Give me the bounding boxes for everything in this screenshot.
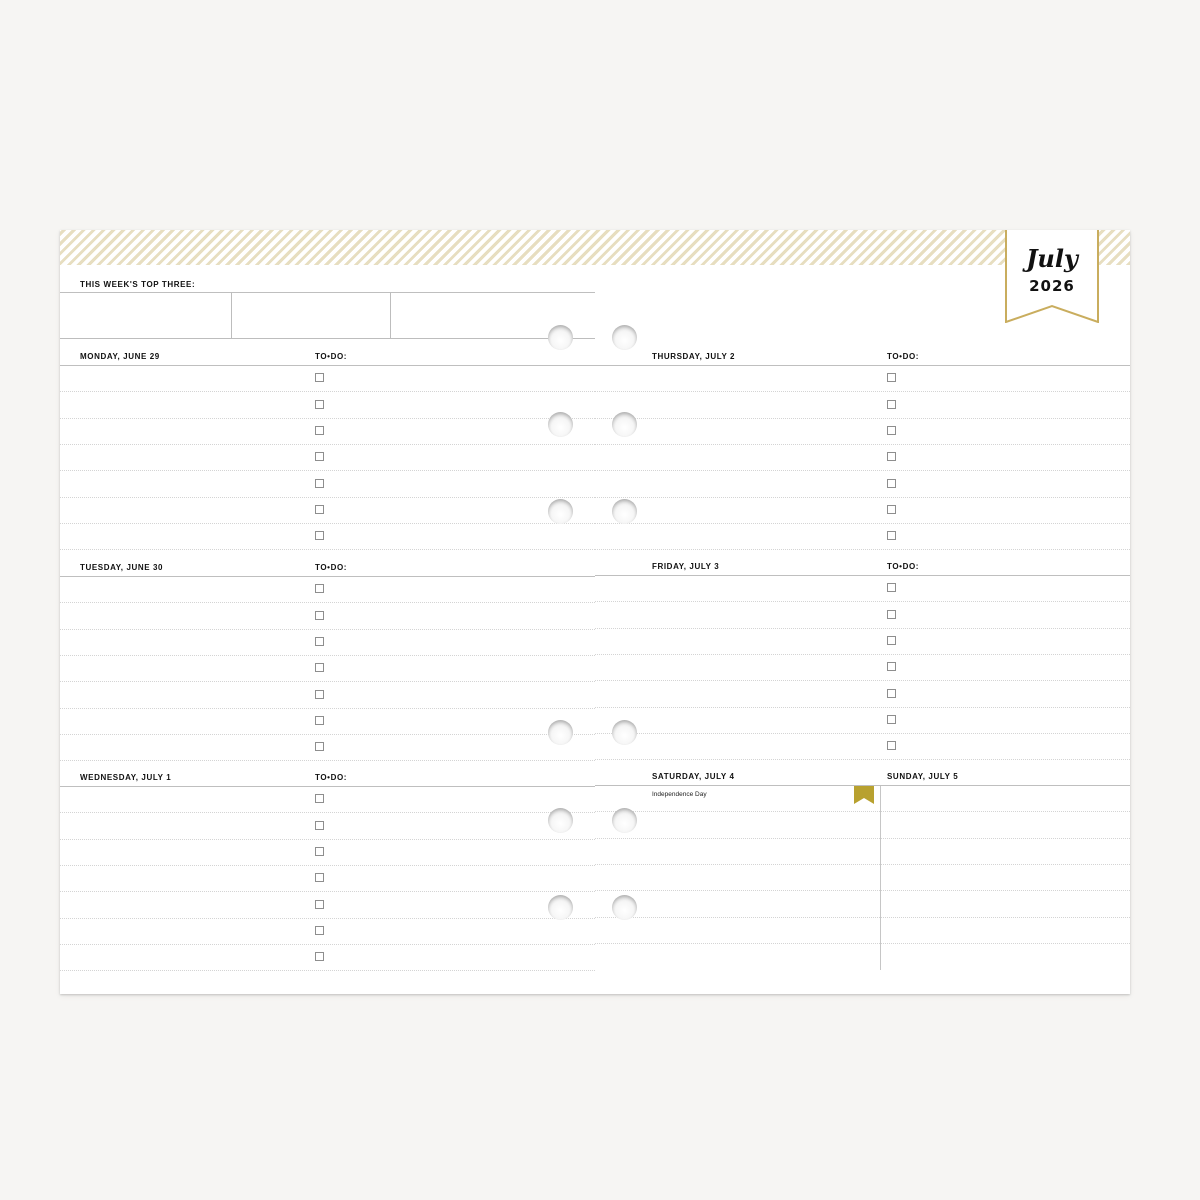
- day-heading-saturday: SATURDAY, JULY 4: [652, 772, 735, 781]
- checkbox-icon[interactable]: [315, 900, 324, 909]
- writing-line: [595, 733, 1130, 734]
- writing-line: [60, 497, 595, 498]
- checkbox-icon[interactable]: [315, 873, 324, 882]
- top-three-box-1[interactable]: [60, 292, 232, 339]
- todo-label-wednesday: TO•DO:: [315, 773, 348, 782]
- writing-line: [595, 654, 1130, 655]
- writing-line: [595, 917, 1130, 918]
- checkbox-icon[interactable]: [315, 505, 324, 514]
- decorative-stripe-band: [60, 230, 1130, 265]
- day-header-rule: [595, 785, 1130, 786]
- punch-hole: [612, 895, 637, 920]
- planner-page: [60, 230, 1130, 994]
- top-three-box-2[interactable]: [232, 292, 391, 339]
- top-three-label: THIS WEEK'S TOP THREE:: [80, 280, 196, 289]
- checkbox-icon[interactable]: [315, 373, 324, 382]
- writing-line: [595, 628, 1130, 629]
- writing-line: [595, 444, 1130, 445]
- punch-hole: [612, 412, 637, 437]
- punch-hole: [612, 808, 637, 833]
- checkbox-icon[interactable]: [315, 426, 324, 435]
- todo-label-friday: TO•DO:: [887, 562, 920, 571]
- writing-line: [60, 655, 595, 656]
- checkbox-icon[interactable]: [315, 531, 324, 540]
- writing-line: [60, 891, 595, 892]
- checkbox-icon[interactable]: [315, 926, 324, 935]
- checkbox-icon[interactable]: [315, 637, 324, 646]
- writing-line: [595, 890, 1130, 891]
- writing-line: [60, 760, 595, 761]
- checkbox-icon[interactable]: [315, 821, 324, 830]
- writing-line: [595, 838, 1130, 839]
- writing-line: [60, 444, 595, 445]
- punch-hole: [548, 808, 573, 833]
- writing-line: [60, 812, 595, 813]
- writing-line: [60, 734, 595, 735]
- writing-line: [595, 497, 1130, 498]
- writing-line: [595, 549, 1130, 550]
- checkbox-icon[interactable]: [887, 531, 896, 540]
- day-heading-tuesday: TUESDAY, JUNE 30: [80, 563, 164, 572]
- day-header-rule: [595, 575, 1130, 576]
- day-heading-thursday: THURSDAY, JULY 2: [652, 352, 736, 361]
- day-heading-sunday: SUNDAY, JULY 5: [887, 772, 959, 781]
- checkbox-icon[interactable]: [315, 742, 324, 751]
- writing-line: [595, 707, 1130, 708]
- punch-hole: [612, 499, 637, 524]
- checkbox-icon[interactable]: [315, 611, 324, 620]
- writing-line: [595, 864, 1130, 865]
- writing-line: [60, 629, 595, 630]
- checkbox-icon[interactable]: [887, 662, 896, 671]
- writing-line: [595, 470, 1130, 471]
- checkbox-icon[interactable]: [887, 400, 896, 409]
- day-header-rule: [595, 365, 1130, 366]
- writing-line: [595, 759, 1130, 760]
- todo-label-monday: TO•DO:: [315, 352, 348, 361]
- punch-hole: [612, 325, 637, 350]
- punch-hole: [612, 720, 637, 745]
- checkbox-icon[interactable]: [315, 716, 324, 725]
- checkbox-icon[interactable]: [887, 689, 896, 698]
- checkbox-icon[interactable]: [315, 952, 324, 961]
- checkbox-icon[interactable]: [315, 400, 324, 409]
- writing-line: [595, 601, 1130, 602]
- checkbox-icon[interactable]: [315, 690, 324, 699]
- checkbox-icon[interactable]: [887, 479, 896, 488]
- punch-hole: [548, 499, 573, 524]
- checkbox-icon[interactable]: [887, 610, 896, 619]
- day-heading-friday: FRIDAY, JULY 3: [652, 562, 720, 571]
- punch-hole: [548, 325, 573, 350]
- punch-hole: [548, 412, 573, 437]
- checkbox-icon[interactable]: [887, 373, 896, 382]
- writing-line: [60, 470, 595, 471]
- checkbox-icon[interactable]: [315, 452, 324, 461]
- holiday-flag-icon: [854, 786, 874, 804]
- checkbox-icon[interactable]: [887, 741, 896, 750]
- writing-line: [60, 708, 595, 709]
- punch-hole: [548, 895, 573, 920]
- checkbox-icon[interactable]: [887, 426, 896, 435]
- checkbox-icon[interactable]: [887, 505, 896, 514]
- year-label: 2026: [1029, 277, 1075, 295]
- day-heading-wednesday: WEDNESDAY, JULY 1: [80, 773, 172, 782]
- writing-line: [60, 681, 595, 682]
- checkbox-icon[interactable]: [315, 847, 324, 856]
- writing-line: [595, 523, 1130, 524]
- writing-line: [595, 943, 1130, 944]
- writing-line: [60, 839, 595, 840]
- writing-line: [60, 602, 595, 603]
- punch-hole: [548, 720, 573, 745]
- writing-line: [595, 418, 1130, 419]
- writing-line: [60, 944, 595, 945]
- writing-line: [60, 865, 595, 866]
- checkbox-icon[interactable]: [887, 583, 896, 592]
- day-header-rule: [60, 786, 595, 787]
- writing-line: [60, 918, 595, 919]
- writing-line: [595, 811, 1130, 812]
- writing-line: [60, 970, 595, 971]
- checkbox-icon[interactable]: [887, 715, 896, 724]
- holiday-note: Independence Day: [652, 791, 707, 798]
- writing-line: [595, 680, 1130, 681]
- writing-line: [60, 391, 595, 392]
- month-label: July: [1026, 244, 1078, 273]
- checkbox-icon[interactable]: [315, 663, 324, 672]
- writing-line: [60, 549, 595, 550]
- checkbox-icon[interactable]: [315, 794, 324, 803]
- todo-label-thursday: TO•DO:: [887, 352, 920, 361]
- day-header-rule: [60, 576, 595, 577]
- checkbox-icon[interactable]: [315, 584, 324, 593]
- checkbox-icon[interactable]: [887, 636, 896, 645]
- writing-line: [60, 523, 595, 524]
- day-header-rule: [60, 365, 595, 366]
- writing-line: [595, 391, 1130, 392]
- checkbox-icon[interactable]: [887, 452, 896, 461]
- checkbox-icon[interactable]: [315, 479, 324, 488]
- day-heading-monday: MONDAY, JUNE 29: [80, 352, 160, 361]
- todo-label-tuesday: TO•DO:: [315, 563, 348, 572]
- writing-line: [60, 418, 595, 419]
